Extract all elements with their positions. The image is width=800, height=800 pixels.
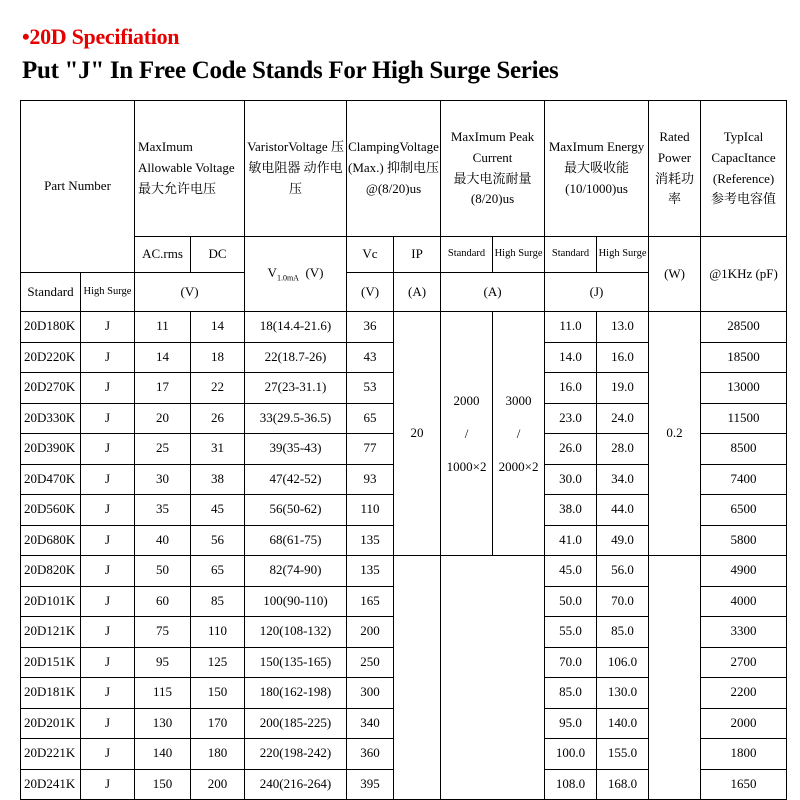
ac-rms-value: 150 <box>135 769 191 800</box>
part-high-surge: J <box>81 708 135 739</box>
energy-high-surge-header: High Surge <box>597 237 649 273</box>
ip-blank <box>394 556 441 800</box>
peak-standard-mid: / <box>464 426 469 441</box>
spec-subtitle: •20D Specifiation <box>22 24 180 49</box>
part-high-surge: J <box>81 342 135 373</box>
dc-value: 170 <box>191 708 245 739</box>
cap-unit: @1KHz (pF) <box>701 237 787 312</box>
ip-header: IP <box>394 237 441 273</box>
peak-current-header <box>441 101 545 237</box>
varistor-voltage-value: 200(185-225) <box>245 708 347 739</box>
part-high-surge: J <box>81 464 135 495</box>
energy-standard-value: 50.0 <box>545 586 597 617</box>
peak-current-line1: MaxImum Peak <box>450 128 535 144</box>
capacitance-value: 6500 <box>701 495 787 526</box>
dc-value: 31 <box>191 434 245 465</box>
energy-standard-value: 85.0 <box>545 678 597 709</box>
capacitance-value: 7400 <box>701 464 787 495</box>
clamping-voltage-value: 395 <box>347 769 394 800</box>
varistor-voltage-value: 33(29.5-36.5) <box>245 403 347 434</box>
clamping-voltage-value: 200 <box>347 617 394 648</box>
dc-value: 45 <box>191 495 245 526</box>
capacitance-value: 18500 <box>701 342 787 373</box>
capacitance-value: 13000 <box>701 373 787 404</box>
peak-standard-value <box>441 312 493 556</box>
dc-value: 110 <box>191 617 245 648</box>
ac-rms-value: 40 <box>135 525 191 556</box>
clamping-voltage-value: 110 <box>347 495 394 526</box>
dc-value: 200 <box>191 769 245 800</box>
part-standard: 20D201K <box>21 708 81 739</box>
clamping-voltage-value: 360 <box>347 739 394 770</box>
dc-value: 65 <box>191 556 245 587</box>
v1ma-label: V <box>267 264 277 280</box>
peak-current-line3: 最大电流耐量 <box>453 170 532 186</box>
clamping-voltage-value: 340 <box>347 708 394 739</box>
energy-high-surge-value: 155.0 <box>597 739 649 770</box>
capacitance-header <box>701 101 787 237</box>
part-high-surge: J <box>81 403 135 434</box>
varistor-voltage-value: 120(108-132) <box>245 617 347 648</box>
varistor-voltage-value: 56(50-62) <box>245 495 347 526</box>
ac-rms-value: 50 <box>135 556 191 587</box>
clamping-voltage-value: 165 <box>347 586 394 617</box>
dc-value: 85 <box>191 586 245 617</box>
part-high-surge-header: High Surge <box>81 273 135 312</box>
ac-rms-value: 11 <box>135 312 191 343</box>
energy-high-surge-value: 168.0 <box>597 769 649 800</box>
varistor-voltage-header: VaristorVoltage 压敏电阻器 动作电压 <box>245 101 347 237</box>
peak-high-surge-mid: / <box>516 426 521 441</box>
dc-value: 180 <box>191 739 245 770</box>
part-number-header: Part Number <box>21 101 135 273</box>
clamping-voltage-value: 77 <box>347 434 394 465</box>
dc-value: 26 <box>191 403 245 434</box>
cap-line4: 参考电容值 <box>711 191 777 207</box>
v1ma-unit: (V) <box>305 264 324 280</box>
clamping-voltage-value: 300 <box>347 678 394 709</box>
part-high-surge: J <box>81 647 135 678</box>
energy-high-surge-value: 16.0 <box>597 342 649 373</box>
capacitance-value: 11500 <box>701 403 787 434</box>
ip-value: 20 <box>394 312 441 556</box>
ac-rms-value: 17 <box>135 373 191 404</box>
capacitance-value: 2000 <box>701 708 787 739</box>
peak-high-surge-value <box>493 312 545 556</box>
ac-rms-value: 95 <box>135 647 191 678</box>
peak-current-line2: Current <box>472 149 513 165</box>
energy-standard-value: 95.0 <box>545 708 597 739</box>
peak-unit: (A) <box>441 273 545 312</box>
capacitance-value: 5800 <box>701 525 787 556</box>
dc-value: 38 <box>191 464 245 495</box>
part-high-surge: J <box>81 434 135 465</box>
part-high-surge: J <box>81 525 135 556</box>
energy-high-surge-value: 28.0 <box>597 434 649 465</box>
capacitance-value: 28500 <box>701 312 787 343</box>
v1ma-header <box>245 237 347 312</box>
part-high-surge: J <box>81 769 135 800</box>
varistor-voltage-value: 27(23-31.1) <box>245 373 347 404</box>
part-standard: 20D220K <box>21 342 81 373</box>
energy-standard-header: Standard <box>545 237 597 273</box>
energy-high-surge-value: 106.0 <box>597 647 649 678</box>
capacitance-value: 1650 <box>701 769 787 800</box>
part-high-surge: J <box>81 556 135 587</box>
clamping-voltage-value: 53 <box>347 373 394 404</box>
peak-current-line4: (8/20)us <box>470 191 515 207</box>
ac-rms-value: 30 <box>135 464 191 495</box>
peak-standard-top: 2000 <box>453 393 480 408</box>
varistor-voltage-value: 47(42-52) <box>245 464 347 495</box>
varistor-voltage-value: 18(14.4-21.6) <box>245 312 347 343</box>
clamping-voltage-header: ClampingVoltage (Max.) 抑制电压 @(8/20)us <box>347 101 441 237</box>
ac-rms-value: 115 <box>135 678 191 709</box>
spec-table <box>20 100 787 800</box>
capacitance-value: 4900 <box>701 556 787 587</box>
ac-rms-value: 14 <box>135 342 191 373</box>
max-allowable-header: MaxImum Allowable Voltage 最大允许电压 <box>135 101 245 237</box>
part-standard: 20D221K <box>21 739 81 770</box>
energy-high-surge-value: 56.0 <box>597 556 649 587</box>
energy-high-surge-value: 70.0 <box>597 586 649 617</box>
rated-line1: Rated <box>659 128 690 144</box>
energy-high-surge-value: 44.0 <box>597 495 649 526</box>
energy-standard-value: 26.0 <box>545 434 597 465</box>
energy-standard-value: 108.0 <box>545 769 597 800</box>
vc-unit: (V) <box>347 273 394 312</box>
energy-high-surge-value: 24.0 <box>597 403 649 434</box>
dc-value: 56 <box>191 525 245 556</box>
capacitance-value: 2700 <box>701 647 787 678</box>
clamping-voltage-value: 43 <box>347 342 394 373</box>
part-standard: 20D181K <box>21 678 81 709</box>
vc-header: Vc <box>347 237 394 273</box>
energy-standard-value: 23.0 <box>545 403 597 434</box>
dc-value: 22 <box>191 373 245 404</box>
part-standard: 20D121K <box>21 617 81 648</box>
clamping-voltage-value: 36 <box>347 312 394 343</box>
ac-rms-value: 75 <box>135 617 191 648</box>
energy-header <box>545 101 649 237</box>
dc-value: 14 <box>191 312 245 343</box>
varistor-voltage-value: 39(35-43) <box>245 434 347 465</box>
capacitance-value: 8500 <box>701 434 787 465</box>
rated-unit: (W) <box>649 237 701 312</box>
part-high-surge: J <box>81 495 135 526</box>
v1ma-sub: 1.0mA <box>276 273 299 283</box>
part-standard: 20D820K <box>21 556 81 587</box>
part-high-surge: J <box>81 373 135 404</box>
part-standard: 20D270K <box>21 373 81 404</box>
part-standard: 20D151K <box>21 647 81 678</box>
acrms-header: AC.rms <box>135 237 191 273</box>
part-standard: 20D560K <box>21 495 81 526</box>
energy-standard-value: 30.0 <box>545 464 597 495</box>
energy-line2: 最大吸收能 <box>564 160 630 176</box>
peak-standard-bot: 1000×2 <box>446 459 487 474</box>
energy-standard-value: 45.0 <box>545 556 597 587</box>
varistor-voltage-value: 150(135-165) <box>245 647 347 678</box>
energy-high-surge-value: 19.0 <box>597 373 649 404</box>
rated-line3: 消耗功率 <box>655 170 695 207</box>
energy-standard-value: 70.0 <box>545 647 597 678</box>
ac-rms-value: 130 <box>135 708 191 739</box>
varistor-voltage-value: 22(18.7-26) <box>245 342 347 373</box>
ac-rms-value: 35 <box>135 495 191 526</box>
energy-standard-value: 55.0 <box>545 617 597 648</box>
energy-standard-value: 16.0 <box>545 373 597 404</box>
part-standard: 20D470K <box>21 464 81 495</box>
rated-blank <box>649 556 701 800</box>
ac-rms-value: 140 <box>135 739 191 770</box>
part-high-surge: J <box>81 678 135 709</box>
energy-standard-value: 100.0 <box>545 739 597 770</box>
clamping-voltage-value: 250 <box>347 647 394 678</box>
clamping-voltage-value: 135 <box>347 556 394 587</box>
part-standard: 20D180K <box>21 312 81 343</box>
clamping-voltage-value: 135 <box>347 525 394 556</box>
table-row <box>21 312 787 343</box>
peak-blank <box>441 556 545 800</box>
allowable-unit: (V) <box>135 273 245 312</box>
capacitance-value: 1800 <box>701 739 787 770</box>
dc-value: 150 <box>191 678 245 709</box>
energy-standard-value: 14.0 <box>545 342 597 373</box>
part-standard-header: Standard <box>21 273 81 312</box>
dc-value: 125 <box>191 647 245 678</box>
ac-rms-value: 60 <box>135 586 191 617</box>
energy-high-surge-value: 13.0 <box>597 312 649 343</box>
dc-header: DC <box>191 237 245 273</box>
table-row <box>21 556 787 587</box>
varistor-voltage-value: 240(216-264) <box>245 769 347 800</box>
cap-line3: (Reference) <box>712 170 775 186</box>
varistor-voltage-value: 180(162-198) <box>245 678 347 709</box>
energy-high-surge-value: 34.0 <box>597 464 649 495</box>
varistor-voltage-value: 220(198-242) <box>245 739 347 770</box>
part-high-surge: J <box>81 617 135 648</box>
energy-line3: (10/1000)us <box>565 180 628 196</box>
rated-power-value: 0.2 <box>649 312 701 556</box>
part-high-surge: J <box>81 586 135 617</box>
peak-high-surge-bot: 2000×2 <box>498 459 539 474</box>
part-standard: 20D241K <box>21 769 81 800</box>
peak-high-surge-top: 3000 <box>505 393 532 408</box>
page-title: Put "J" In Free Code Stands For High Surge Series <box>22 57 559 84</box>
energy-high-surge-value: 130.0 <box>597 678 649 709</box>
ip-unit: (A) <box>394 273 441 312</box>
part-standard: 20D101K <box>21 586 81 617</box>
clamping-voltage-value: 93 <box>347 464 394 495</box>
dc-value: 18 <box>191 342 245 373</box>
ac-rms-value: 25 <box>135 434 191 465</box>
energy-high-surge-value: 85.0 <box>597 617 649 648</box>
part-standard: 20D330K <box>21 403 81 434</box>
varistor-voltage-value: 100(90-110) <box>245 586 347 617</box>
cap-line1: TypIcal <box>723 128 764 144</box>
energy-line1: MaxImum Energy <box>548 139 645 155</box>
energy-standard-value: 38.0 <box>545 495 597 526</box>
energy-standard-value: 41.0 <box>545 525 597 556</box>
part-standard: 20D390K <box>21 434 81 465</box>
energy-high-surge-value: 140.0 <box>597 708 649 739</box>
energy-standard-value: 11.0 <box>545 312 597 343</box>
part-high-surge: J <box>81 739 135 770</box>
peak-high-surge-header: High Surge <box>493 237 545 273</box>
varistor-voltage-value: 82(74-90) <box>245 556 347 587</box>
rated-line2: Power <box>657 149 692 165</box>
capacitance-value: 3300 <box>701 617 787 648</box>
energy-high-surge-value: 49.0 <box>597 525 649 556</box>
capacitance-value: 2200 <box>701 678 787 709</box>
ac-rms-value: 20 <box>135 403 191 434</box>
part-standard: 20D680K <box>21 525 81 556</box>
varistor-voltage-value: 68(61-75) <box>245 525 347 556</box>
capacitance-value: 4000 <box>701 586 787 617</box>
clamping-voltage-value: 65 <box>347 403 394 434</box>
part-high-surge: J <box>81 312 135 343</box>
energy-unit: (J) <box>545 273 649 312</box>
cap-line2: CapacItance <box>711 149 776 165</box>
rated-power-header <box>649 101 701 237</box>
peak-standard-header: Standard <box>441 237 493 273</box>
